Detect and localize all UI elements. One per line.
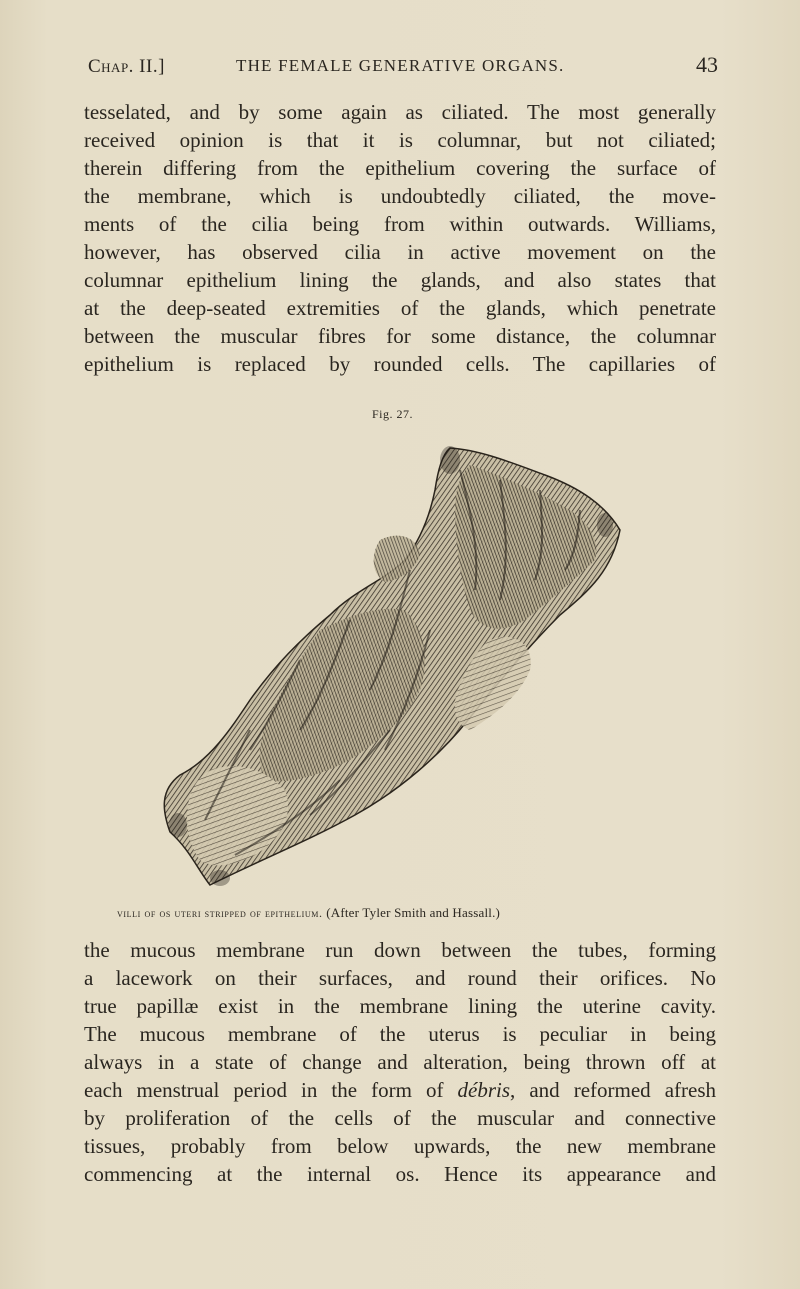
text-line: a lacework on their surfaces, and round their orifices. No xyxy=(84,966,716,990)
text-line: columnar epithelium lining the glands, and also states that xyxy=(84,268,716,292)
text-line: true papillæ exist in the membrane lining the uterine cavity. xyxy=(84,994,716,1018)
paragraph-bottom xyxy=(84,936,716,1188)
text-line: the mucous membrane run down between the tubes, forming xyxy=(84,938,716,962)
villi-illustration xyxy=(150,430,670,900)
caption-title: villi of os uteri stripped of epithelium. xyxy=(117,906,323,920)
text-line: by proliferation of the cells of the muscular and connective xyxy=(84,1106,716,1130)
text-line: epithelium is replaced by rounded cells. The capillaries of xyxy=(84,352,716,376)
figure-label: Fig. 27. xyxy=(372,407,414,421)
caption-attribution: (After Tyler Smith and Hassall.) xyxy=(326,905,501,920)
text-run: , and reformed afresh xyxy=(510,1078,716,1102)
running-title: THE FEMALE GENERATIVE ORGANS. xyxy=(236,56,565,75)
running-header xyxy=(88,52,718,82)
text-line: however, has observed cilia in active movement on the xyxy=(84,240,716,264)
italic-term: débris xyxy=(457,1078,511,1102)
text-line: always in a state of change and alteration, being thrown off at xyxy=(84,1050,716,1074)
text-line: tesselated, and by some again as ciliated. The most generally xyxy=(84,100,716,124)
figure-caption xyxy=(117,905,717,921)
text-line: tissues, probably from below upwards, the new membrane xyxy=(84,1134,716,1158)
text-line: commencing at the internal os. Hence its appearance and xyxy=(84,1162,716,1186)
paragraph-top xyxy=(84,98,716,378)
text-line-with-italic xyxy=(84,1076,716,1104)
page-number: 43 xyxy=(696,52,718,77)
text-line: the membrane, which is undoubtedly ciliated, the move- xyxy=(84,184,716,208)
text-line: ments of the cilia being from within outwards. Williams, xyxy=(84,212,716,236)
text-run: each menstrual period in the form of xyxy=(84,1078,458,1102)
text-line: received opinion is that it is columnar, but not ciliated; xyxy=(84,128,716,152)
chapter-label: Chap. II.] xyxy=(88,56,165,77)
text-line: between the muscular fibres for some distance, the columnar xyxy=(84,324,716,348)
text-line: at the deep-seated extremities of the glands, which penetrate xyxy=(84,296,716,320)
text-line: therein differing from the epithelium covering the surface of xyxy=(84,156,716,180)
text-line: The mucous membrane of the uterus is peculiar in being xyxy=(84,1022,716,1046)
